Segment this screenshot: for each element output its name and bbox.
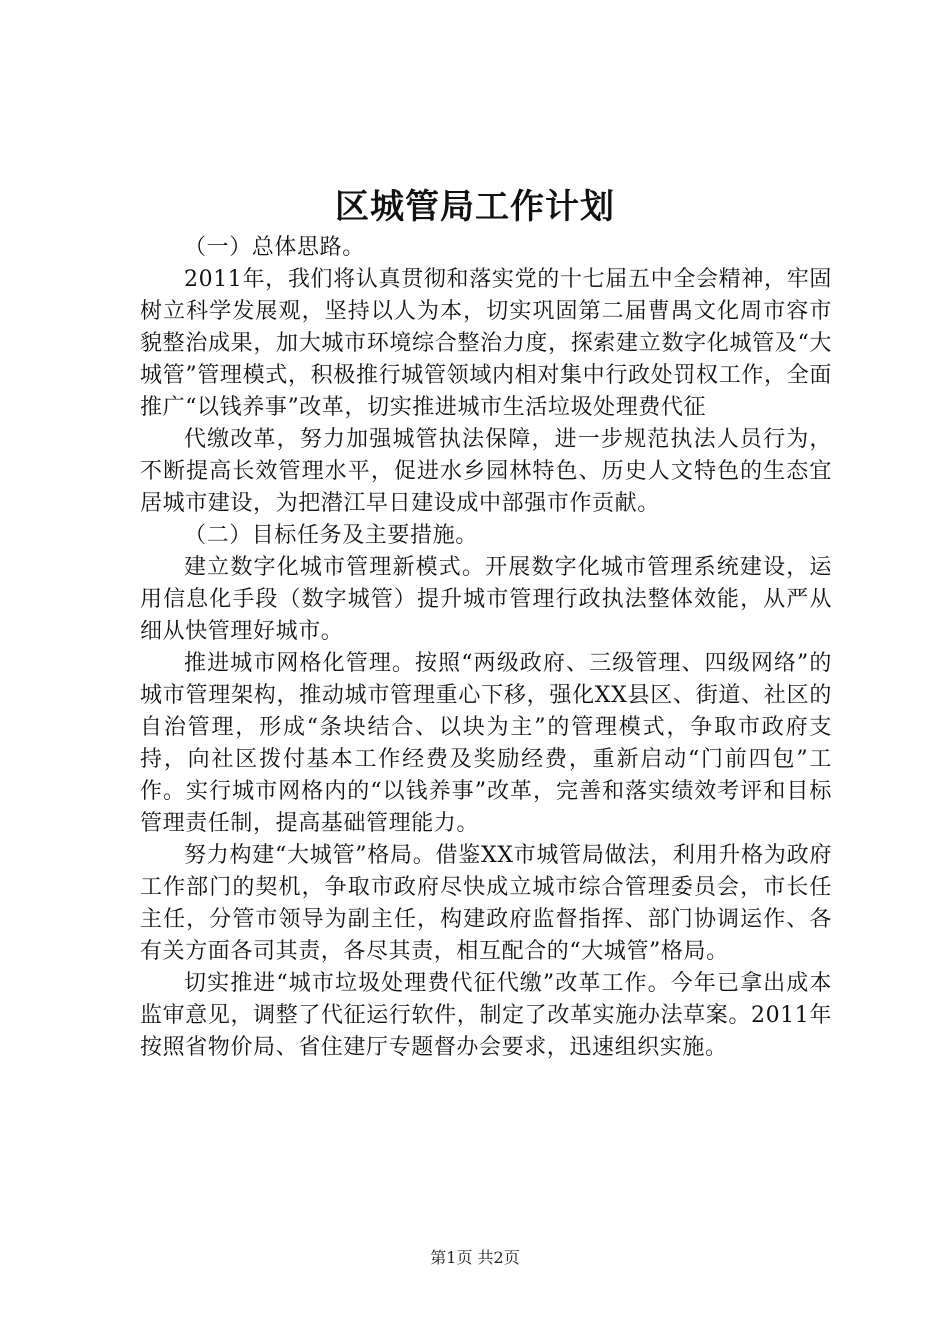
page-footer: 第1页 共2页	[430, 1248, 520, 1267]
paragraph-7: 努力构建“大城管”格局。借鉴XX市城管局做法，利用升格为政府工作部门的契机，争取市政府尽快成立城市综合管理委员会，市长任主任，分管市领导为副主任，构建政府监督指挥、部门协调运作、各有关方面各司其责，各尽其责，相互配合的“大城管”格局。	[140, 843, 832, 964]
document-body	[140, 232, 832, 1064]
paragraph-5: 建立数字化城市管理新模式。开展数字化城市管理系统建设，运用信息化手段（数字城管）提升城市管理行政执法整体效能，从严从细从快管理好城市。	[140, 555, 832, 644]
paragraph-2: 2011年，我们将认真贯彻和落实党的十七届五中全会精神，牢固树立科学发展观，坚持以人为本，切实巩固第二届曹禺文化周市容市貌整治成果，加大城市环境综合整治力度，探索建立数字化城管及“大城管”管理模式，积极推行城管领域内相对集中行政处罚权工作，全面推广“以钱养事”改革，切实推进城市生活垃圾处理费代征	[140, 267, 832, 420]
paragraph-3: 代缴改革，努力加强城管执法保障，进一步规范执法人员行为，不断提高长效管理水平，促进水乡园林特色、历史人文特色的生态宜居城市建设，为把潜江早日建设成中部强市作贡献。	[140, 427, 832, 516]
paragraph-4: （二）目标任务及主要措施。	[184, 523, 478, 548]
paragraph-1: （一）总体思路。	[184, 235, 365, 260]
paragraph-6: 推进城市网格化管理。按照“两级政府、三级管理、四级网络”的城市管理架构，推动城市管理重心下移，强化XX县区、街道、社区的自治管理，形成“条块结合、以块为主”的管理模式，争取市政府支持，向社区拨付基本工作经费及奖励经费，重新启动“门前四包”工作。实行城市网格内的“以钱养事”改革，完善和落实绩效考评和目标管理责任制，提高基础管理能力。	[140, 651, 832, 836]
page-title: 区城管局工作计划	[335, 187, 615, 227]
paragraph-8: 切实推进“城市垃圾处理费代征代缴”改革工作。今年已拿出成本监审意见，调整了代征运行软件，制定了改革实施办法草案。2011年按照省物价局、省住建厅专题督办会要求，迅速组织实施。	[140, 971, 832, 1060]
